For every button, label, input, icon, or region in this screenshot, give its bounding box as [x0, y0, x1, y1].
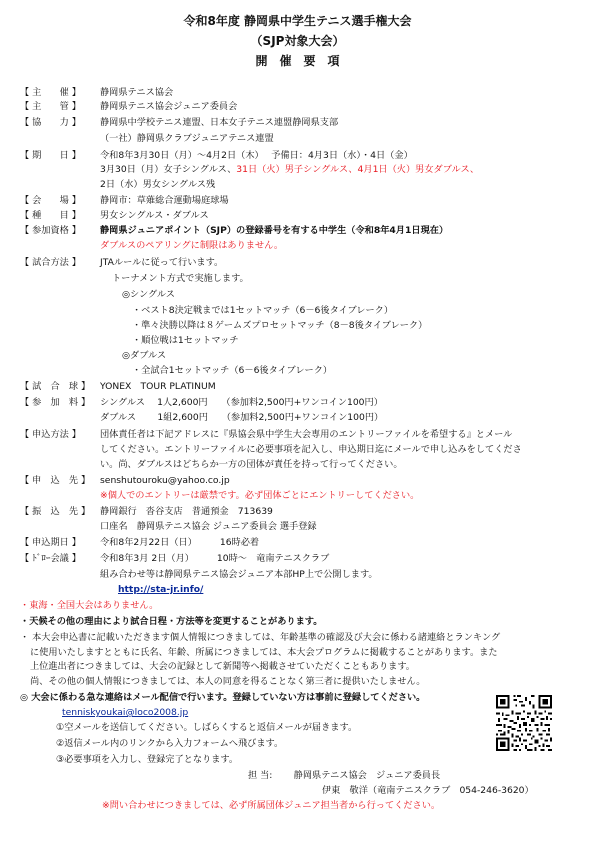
notice-no-regional: [20, 600, 158, 611]
singles-rule-3: ・順位戦は1セットマッチ: [132, 335, 239, 346]
value-eligibility: 静岡県ジュニアポイント（SJP）の登録番号を有する中学生（令和8年4月1日現在）: [100, 225, 449, 236]
value-ball: YONEX TOUR PLATINUM: [100, 381, 216, 392]
label-eligibility: 【 参加資格 】: [20, 225, 81, 236]
singles-rule-1: ・ベスト8決定戦までは1セットマッチ（6－6後タイブレーク）: [132, 305, 394, 316]
title-line2: （SJP対象大会）: [250, 34, 345, 48]
privacy-line-2: に使用いたしますとともに氏名、年齢、所属につきましては、本大会プログラムに掲載することがあります。また: [30, 647, 498, 658]
label-cooperation: 【 協 力 】: [20, 117, 81, 128]
label-application: 【 申込方法 】: [20, 429, 81, 440]
value-date: 令和8年3月30日（月）～4月2日（木） 予備日：4月3日（水）・4日（金）: [100, 150, 413, 161]
draw-publish-note: 組み合わせ等は静岡県テニス協会ジュニア本部HP上で公開します。: [100, 569, 378, 580]
value-date-line2: [100, 164, 479, 175]
label-events: 【 種 目 】: [20, 210, 81, 221]
urgent-contact: [20, 692, 425, 703]
urgent-step-2: ②返信メール内のリンクから入力フォームへ飛びます。: [56, 738, 284, 749]
value-deadline: 令和8年2月22日（日） 16時必着: [100, 537, 260, 548]
value-bank: 静岡銀行 沓谷支店 普通預金 713639: [100, 506, 273, 517]
date-women-singles: 3月30日（月）女子シングルス、: [100, 164, 237, 175]
value-application-1: 団体責任者は下記アドレスに『県協会県中学生大会専用のエントリーファイルを希望する』とメール: [100, 429, 513, 440]
doubles-rule-1: ・全試合1セットマッチ（6－6後タイブレーク）: [132, 365, 333, 376]
privacy-line-1: ・ 本大会申込書に記載いただきます個人情報につきましては、年齢基準の確認及び大会に係わる諸連絡とランキング: [20, 632, 501, 643]
draw-url-link[interactable]: http://sta-jr.info/: [118, 584, 204, 595]
eligibility-note: ダブルスのペアリングに制限はありません。: [100, 240, 284, 251]
privacy-line-4: 尚、その他の個人情報につきましては、本人の同意を得ることなく第三者に提供いたしません。: [30, 676, 426, 687]
notice-schedule-change: [20, 616, 322, 627]
urgent-text: 大会に係わる急な連絡はメール配信で行います。登録していない方は事前に登録してください。: [31, 692, 426, 703]
label-date: 【 期 日 】: [20, 150, 81, 161]
label-draw-meeting: 【 ﾄﾞﾛｰ会議 】: [20, 553, 81, 564]
label-fee: 【 参 加 料 】: [20, 397, 91, 408]
notice-mark: ・: [20, 616, 30, 627]
value-cooperation-2: （一社）静岡県クラブジュニアテニス連盟: [100, 133, 274, 144]
value-bank-account: 口座名 静岡県テニス協会 ジュニア委員会 選手登録: [100, 521, 317, 532]
title-line1: 令和8年度 静岡県中学生テニス選手権大会: [183, 14, 412, 28]
value-organizer: 静岡県テニス協会: [100, 87, 174, 98]
notice-mark: ・: [20, 600, 30, 611]
urgent-mark: ◎: [20, 692, 29, 703]
value-events: 男女シングルス・ダブルス: [100, 210, 209, 221]
value-date-line3: 2日（水）男女シングルス残: [100, 179, 216, 190]
urgent-step-3: ③必要事項を入力し、登録完了となります。: [56, 754, 239, 765]
label-deadline: 【 申込期日 】: [20, 537, 81, 548]
value-application-3: い。尚、ダブルスはどちらか一方の団体が責任を持って行ってください。: [100, 459, 403, 470]
notice-text: 天候その他の理由により試合日程・方法等を変更することがあります。: [29, 616, 323, 627]
label-management: 【 主 管 】: [20, 101, 81, 112]
value-application-2: してください。エントリーファイルに必要事項を記入し、申込期日迄にメールで申し込みをしてくださ: [100, 444, 522, 455]
label-bank: 【 振 込 先 】: [20, 506, 91, 517]
label-match-method: 【 試合方法 】: [20, 257, 81, 268]
urgent-email-link[interactable]: tenniskyoukai@loco2008.jp: [62, 707, 189, 718]
privacy-line-3: 上位進出者につきましては、大会の記録として新聞等へ掲載させていただくこともあります。: [30, 661, 415, 672]
label-venue: 【 会 場 】: [20, 195, 81, 206]
label-organizer: 【 主 催 】: [20, 87, 81, 98]
value-venue: 静岡市：草薙総合運動場庭球場: [100, 195, 229, 206]
tournament-format: トーナメント方式で実施します。: [112, 273, 249, 284]
singles-rule-2: ・準々決勝以降は８ゲームズプロセットマッチ（8－8後タイブレーク）: [132, 320, 428, 331]
value-fee-singles: シングルス 1人2,600円 （参加料2,500円+ワンコイン100円）: [100, 397, 383, 408]
urgent-step-1: ①空メールを送信してください。しばらくすると返信メールが届きます。: [56, 722, 358, 733]
value-apply-email[interactable]: senshutouroku@yahoo.co.jp: [100, 475, 230, 486]
contact-person-name: 伊東 敬洋（竜南テニスクラブ 054-246-3620）: [322, 785, 534, 796]
contact-note: ※問い合わせにつきましては、必ず所属団体ジュニア担当者から行ってください。: [102, 800, 441, 811]
value-match-method: JTAルールに従って行います。: [100, 257, 224, 268]
singles-heading: ◎シングルス: [122, 289, 175, 300]
label-apply-to: 【 申 込 先 】: [20, 475, 91, 486]
label-ball: 【 試 合 球 】: [20, 381, 91, 392]
value-cooperation: 静岡県中学校テニス連盟、日本女子テニス連盟静岡県支部: [100, 117, 339, 128]
email-note: ※個人でのエントリーは厳禁です。必ず団体ごとにエントリーしてください。: [100, 490, 420, 501]
value-fee-doubles: ダブルス 1組2,600円 （参加料2,500円+ワンコイン100円）: [100, 412, 384, 423]
qr-code-icon[interactable]: [496, 695, 552, 751]
contact-person-role: 担 当: 静岡県テニス協会 ジュニア委員長: [248, 770, 441, 781]
notice-text: 東海・全国大会はありません。: [29, 600, 159, 611]
date-men-singles-doubles: 31日（火）男子シングルス、4月1日（火）男女ダブルス、: [236, 164, 480, 175]
title-line3: 開 催 要 項: [255, 54, 340, 68]
value-management: 静岡県テニス協会ジュニア委員会: [100, 101, 238, 112]
value-draw-meeting: 令和8年3月 2日（月） 10時～ 竜南テニスクラブ: [100, 553, 330, 564]
doubles-heading: ◎ダブルス: [122, 350, 167, 361]
